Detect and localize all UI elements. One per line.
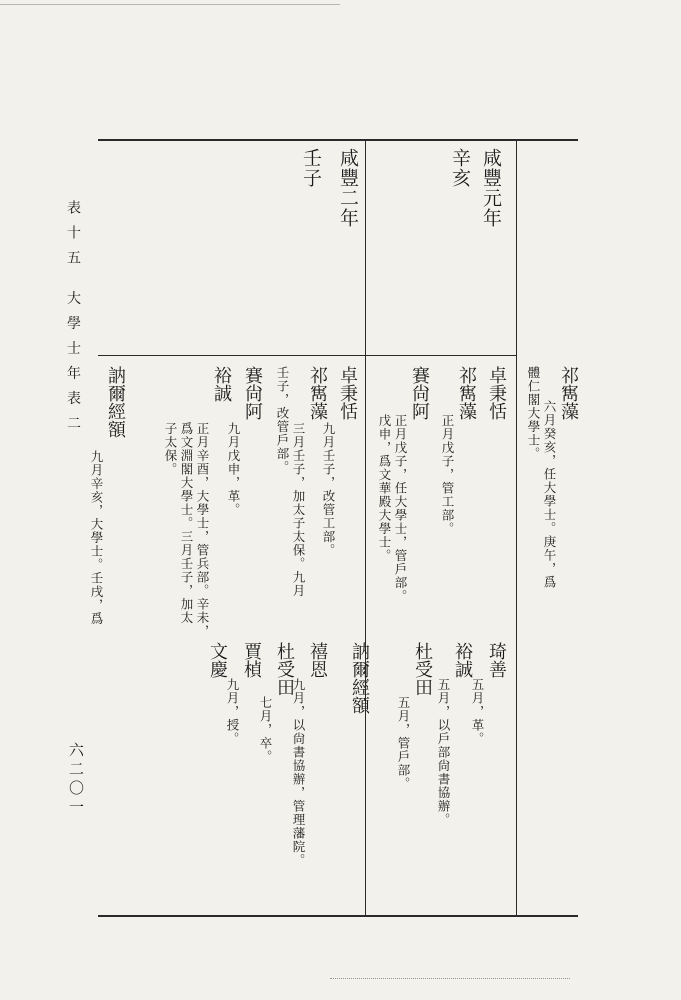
entry-note: 五月，管戶部。 [396,696,411,791]
entry-yucheng-1 [437,642,471,827]
official-name: 禧恩 [307,642,328,678]
entry-note: 壬子，改管戶部。 [275,366,290,474]
year-heading-2: 咸豐二年 [337,148,359,228]
column-rule-left [365,141,366,915]
official-name: 杜受田 [412,642,433,696]
entry-ne-erjinge-1 [350,642,368,714]
official-name: 賽尙阿 [242,366,263,420]
entry-ne-erjinge-2 [90,366,124,626]
entry-note: 九月，授。 [225,678,240,746]
entry-wen-qing-2 [208,642,226,678]
running-head: 表十五 大學士年表二 [65,200,81,441]
header-divider [98,355,516,356]
table-bottom-rule [98,915,578,917]
official-name: 卓秉恬 [486,366,507,420]
official-name: 祁寯藻 [307,366,328,420]
table-top-rule [98,139,578,141]
official-name: 賈楨 [241,642,262,678]
entry-qi-junzao-1 [441,366,475,536]
entry-xien-2 [292,642,326,867]
entry-qishan-1 [471,642,505,746]
entry-note: 九月戊申，革。 [226,422,241,517]
entry-note: 三月壬子，加太子太保。九月 [291,422,306,598]
year-heading-1: 咸豐元年 [480,148,502,228]
entry-note: 九月，以尙書協辦，管理藩院。 [291,678,306,867]
official-name: 祁寯藻 [558,366,579,420]
entry-du-shoutian-1 [397,642,431,791]
official-name: 卓秉恬 [337,366,358,420]
entry-qi-junzao-prev [527,366,577,589]
official-name: 裕誠 [211,366,232,402]
column-rule-right [516,141,517,915]
page-number: 六二〇一 [67,742,85,818]
year-ganzhi-2: 壬子 [300,148,322,188]
entry-note: 體仁閣大學士。 [526,366,541,461]
entry-note: 五月，革。 [470,678,485,746]
official-name: 裕誠 [452,642,473,678]
official-name: 訥爾經額 [349,642,370,714]
entry-note: 九月辛亥，大學士。壬戌，爲 [89,450,104,626]
entry-note: 五月，以戶部尙書協辦。 [436,678,451,827]
entry-jia-zhen-2 [226,642,260,746]
scan-dots [330,978,570,979]
scan-edge-mark [0,4,340,5]
entry-note: 正月戊子，任大學士，管戶部。 [393,414,408,603]
entry-note: 六月癸亥，任大學士。庚午，爲 [542,400,557,589]
official-name: 琦善 [486,642,507,678]
year-ganzhi-1: 辛亥 [449,148,471,188]
entry-note: 爲文淵閣大學士。三月壬子，加太 [179,422,194,625]
official-name: 賽尙阿 [409,366,430,420]
entry-note: 戊申，爲文華殿大學士。 [377,414,392,563]
entry-note: 九月壬子，改管工部。 [321,422,336,557]
entry-qi-junzao-2 [276,366,326,598]
entry-note: 七月，卒。 [258,696,273,764]
official-name: 杜受田 [274,642,295,696]
entry-sai-shanga-2 [227,366,261,517]
entry-yucheng-2 [164,366,230,638]
official-name: 文慶 [207,642,228,678]
entry-zhuo-bingtian-1 [487,366,505,420]
entry-note: 正月戊子，管工部。 [440,414,455,536]
official-name: 祁寯藻 [456,366,477,420]
entry-du-shoutian-2 [259,642,293,764]
entry-note: 子太保。 [163,422,178,476]
entry-note: 正月辛酉，大學士，管兵部。辛未， [195,422,210,638]
entry-sai-shanga-1 [378,366,428,603]
official-name: 訥爾經額 [105,366,126,438]
